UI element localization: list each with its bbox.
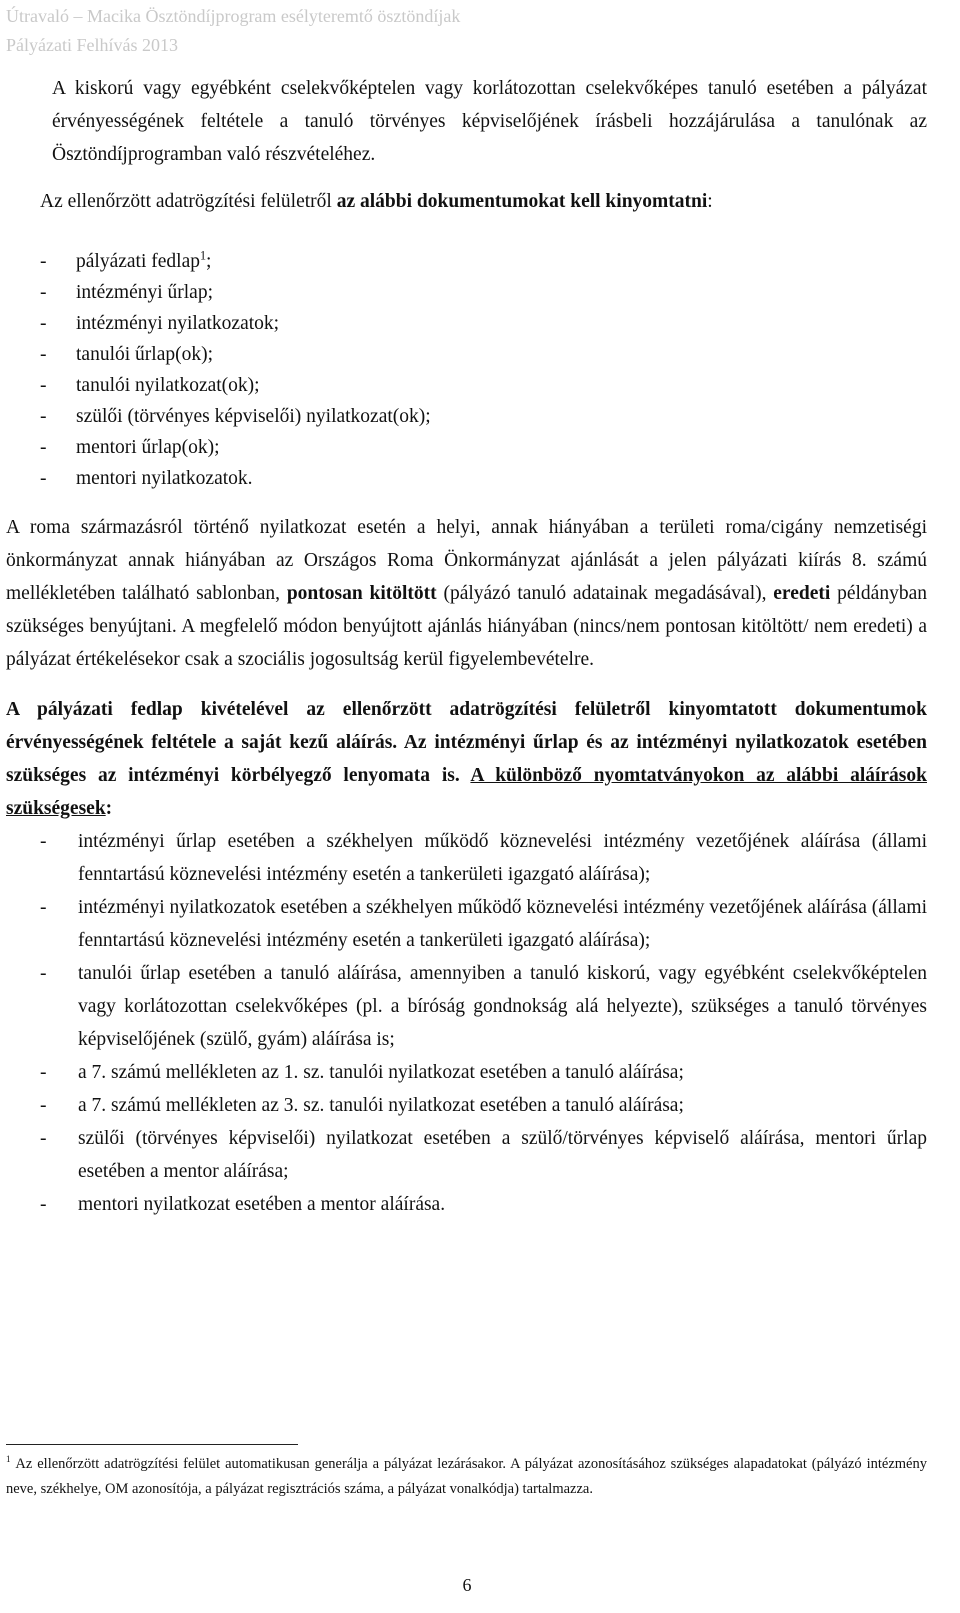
- dash-bullet: -: [40, 1095, 47, 1116]
- signature-item-text: intézményi űrlap esetében a székhelyen működő köznevelési intézmény vezetőjének aláírása (állami fenntartású köznevelési intézmény esetén a tankerületi igazgató aláírása);: [78, 831, 927, 885]
- dash-bullet: -: [40, 831, 47, 852]
- list-item: [6, 891, 927, 957]
- roma-text-1: A roma származásról történő nyilatkozat esetén a helyi, annak hiányában a területi roma/cigány nemzetiségi önkormányzat annak hiányában az Országos Roma Önkormányzat ajánlását a jelen pályázati kiírás 8. számú mellékletében található sablonban,: [6, 517, 927, 604]
- intro-suffix: :: [707, 191, 713, 212]
- doc-item-text: pályázati fedlap: [76, 251, 200, 272]
- doc-item-text: szülői (törvényes képviselői) nyilatkozat(ok);: [76, 406, 431, 427]
- intro-bold: az alábbi dokumentumokat kell kinyomtatni: [336, 191, 708, 212]
- list-item: [6, 463, 927, 494]
- signature-item-text: tanulói űrlap esetében a tanuló aláírása, amennyiben a tanuló kiskorú, vagy egyébként cselekvőképtelen vagy korlátozottan cselekvőképes (pl. a bíróság gondnokság alá helyezte), szükséges a tanuló törvényes képviselőjének (szülő, gyám) aláírása is;: [78, 963, 927, 1050]
- roma-text-2: (pályázó tanuló adatainak megadásával),: [436, 583, 774, 604]
- dash-bullet: -: [40, 1194, 47, 1215]
- list-item: [6, 1089, 927, 1122]
- doc-item-text: tanulói űrlap(ok);: [76, 344, 214, 365]
- page-body: [6, 72, 927, 1221]
- roma-bold-original: eredeti: [773, 583, 831, 604]
- header-subtitle: Pályázati Felhívás 2013: [6, 35, 178, 55]
- signature-item-text: a 7. számú mellékleten az 3. sz. tanulói nyilatkozat esetében a tanuló aláírása;: [78, 1095, 684, 1116]
- footnote: [6, 1452, 927, 1502]
- dash-bullet: -: [40, 437, 47, 458]
- list-item: [6, 1188, 927, 1221]
- list-item: [6, 1056, 927, 1089]
- footnote-text: Az ellenőrzött adatrögzítési felület automatikusan generálja a pályázat lezárásakor. A pályázat azonosításához szükséges alapadatokat (pályázó intézmény neve, székhelye, OM azonosítója, a pályázat regisztrációs száma, a pályázat vonalkódja) tartalmazza.: [6, 1456, 927, 1497]
- footnote-divider: [6, 1444, 298, 1445]
- signature-underlined-text: A különböző nyomtatványokon az alábbi aláírások szükségesek: [6, 765, 927, 819]
- dash-bullet: -: [40, 313, 47, 334]
- dash-bullet: -: [40, 1062, 47, 1083]
- dash-bullet: -: [40, 406, 47, 427]
- dash-bullet: -: [40, 468, 47, 489]
- signature-item-text: mentori nyilatkozat esetében a mentor aláírása.: [78, 1194, 446, 1215]
- signature-item-text: szülői (törvényes képviselői) nyilatkozat esetében a szülő/törvényes képviselő aláírása, mentori űrlap esetében a mentor aláírása;: [78, 1128, 927, 1182]
- signature-bold-text: A pályázati fedlap kivételével az ellenőrzött adatrögzítési felületről kinyomtatott dokumentumok érvényességének feltétele a saját kezű aláírás. Az intézményi űrlap és az intézményi nyilatkozatok esetében szükséges az intézményi körbélyegző lenyomata is.: [6, 699, 927, 786]
- list-item: [6, 1122, 927, 1188]
- doc-item-text: mentori nyilatkozatok.: [76, 468, 253, 489]
- doc-item-suffix: ;: [206, 251, 212, 272]
- signature-requirement-paragraph: [6, 693, 927, 825]
- signature-colon: :: [105, 798, 113, 819]
- dash-bullet: -: [40, 282, 47, 303]
- list-item: [6, 277, 927, 308]
- signature-item-text: a 7. számú mellékleten az 1. sz. tanulói nyilatkozat esetében a tanuló aláírása;: [78, 1062, 684, 1083]
- list-item: [6, 957, 927, 1056]
- signature-item-text: intézményi nyilatkozatok esetében a székhelyen működő köznevelési intézmény vezetőjének aláírása (állami fenntartású köznevelési intézmény esetén a tankerületi igazgató aláírása);: [78, 897, 927, 951]
- dash-bullet: -: [40, 1128, 47, 1149]
- list-item: [6, 370, 927, 401]
- page-header: [6, 2, 460, 60]
- doc-item-text: intézményi nyilatkozatok;: [76, 313, 280, 334]
- documents-list: [6, 246, 927, 494]
- signatures-list: [6, 825, 927, 1221]
- header-title: Útravaló – Macika Ösztöndíjprogram esélyteremtő ösztöndíjak: [6, 6, 461, 26]
- minor-consent-paragraph: A kiskorú vagy egyébként cselekvőképtelen vagy korlátozottan cselekvőképes tanuló esetében a pályázat érvényességének feltétele a tanuló törvényes képviselőjének írásbeli hozzájárulása a tanulónak az Ösztöndíjprogramban való részvételéhez.: [52, 78, 927, 165]
- roma-text-3: példányban szükséges benyújtani. A megfelelő módon benyújtott ajánlás hiányában (nincs/nem pontosan kitöltött/ nem eredeti) a pályázat értékelésekor csak a szociális jogosultság kerül figyelembevételre.: [6, 583, 927, 670]
- list-item: [6, 339, 927, 370]
- list-item: [6, 825, 927, 891]
- page-number: 6: [462, 1575, 472, 1595]
- print-instructions-intro: [6, 185, 927, 218]
- dash-bullet: -: [40, 344, 47, 365]
- doc-item-text: tanulói nyilatkozat(ok);: [76, 375, 260, 396]
- dash-bullet: -: [40, 963, 47, 984]
- roma-declaration-paragraph: [6, 511, 927, 676]
- doc-item-text: mentori űrlap(ok);: [76, 437, 220, 458]
- dash-bullet: -: [40, 897, 47, 918]
- intro-prefix: Az ellenőrzött adatrögzítési felületről: [40, 191, 337, 212]
- dash-bullet: -: [40, 375, 47, 396]
- footnote-number: 1: [6, 1454, 11, 1465]
- roma-bold-completed: pontosan kitöltött: [286, 583, 437, 604]
- footnote-ref: 1: [199, 248, 207, 263]
- list-item: [6, 308, 927, 339]
- dash-bullet: -: [40, 251, 47, 272]
- list-item: [6, 401, 927, 432]
- list-item: [6, 432, 927, 463]
- doc-item-text: intézményi űrlap;: [76, 282, 213, 303]
- list-item: [6, 246, 927, 277]
